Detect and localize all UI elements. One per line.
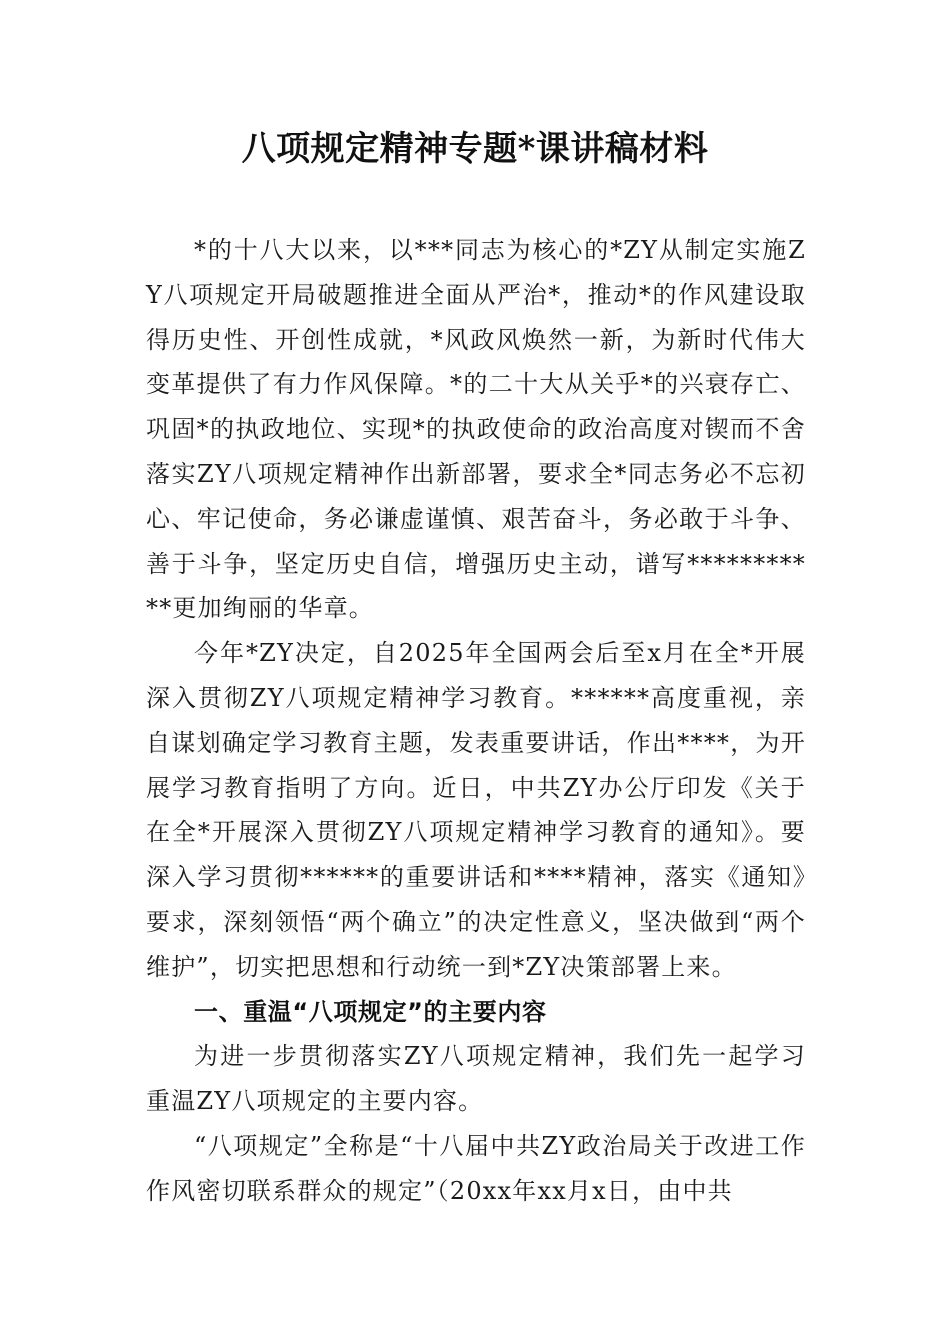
- paragraph-learning-education: 今年*ZY决定，自2025年全国两会后至x月在全*开展深入贯彻ZY八项规定精神学习教育。******高度重视，亲自谋划确定学习教育主题，发表重要讲话，作出****，为开展学习教育指明了方向。近日，中共ZY办公厅印发《关于在全*开展深入贯彻ZY八项规定精神学习教育的通知》。要深入学习贯彻******的重要讲话和****精神，落实《通知》要求，深刻领悟“两个确立”的决定性意义，坚决做到“两个维护”，切实把思想和行动统一到*ZY决策部署上来。: [146, 639, 806, 981]
- paragraph-section-intro: 为进一步贯彻落实ZY八项规定精神，我们先一起学习重温ZY八项规定的主要内容。: [146, 1042, 806, 1116]
- paragraph-intro: *的十八大以来，以***同志为核心的*ZY从制定实施ZY八项规定开局破题推进全面从严治*，推动*的作风建设取得历史性、开创性成就，*风政风焕然一新，为新时代伟大变革提供了有力作风保障。*的二十大从关乎*的兴衰存亡、巩固*的执政地位、实现*的执政使命的政治高度对锲而不舍落实ZY八项规定精神作出新部署，要求全*同志务必不忘初心、牢记使命，务必谦虚谨慎、艰苦奋斗，务必敢于斗争、善于斗争，坚定历史自信，增强历史主动，谱写***********更加绚丽的华章。: [146, 236, 806, 623]
- section-heading: 一、重温“八项规定”的主要内容: [194, 997, 547, 1026]
- document-title: 八项规定精神专题*课讲稿材料: [241, 129, 709, 169]
- document-body: [146, 228, 806, 1214]
- paragraph-eight-rules-definition: “八项规定”全称是“十八届中共ZY政治局关于改进工作作风密切联系群众的规定”（20xx年xx月x日，由中共: [146, 1131, 806, 1205]
